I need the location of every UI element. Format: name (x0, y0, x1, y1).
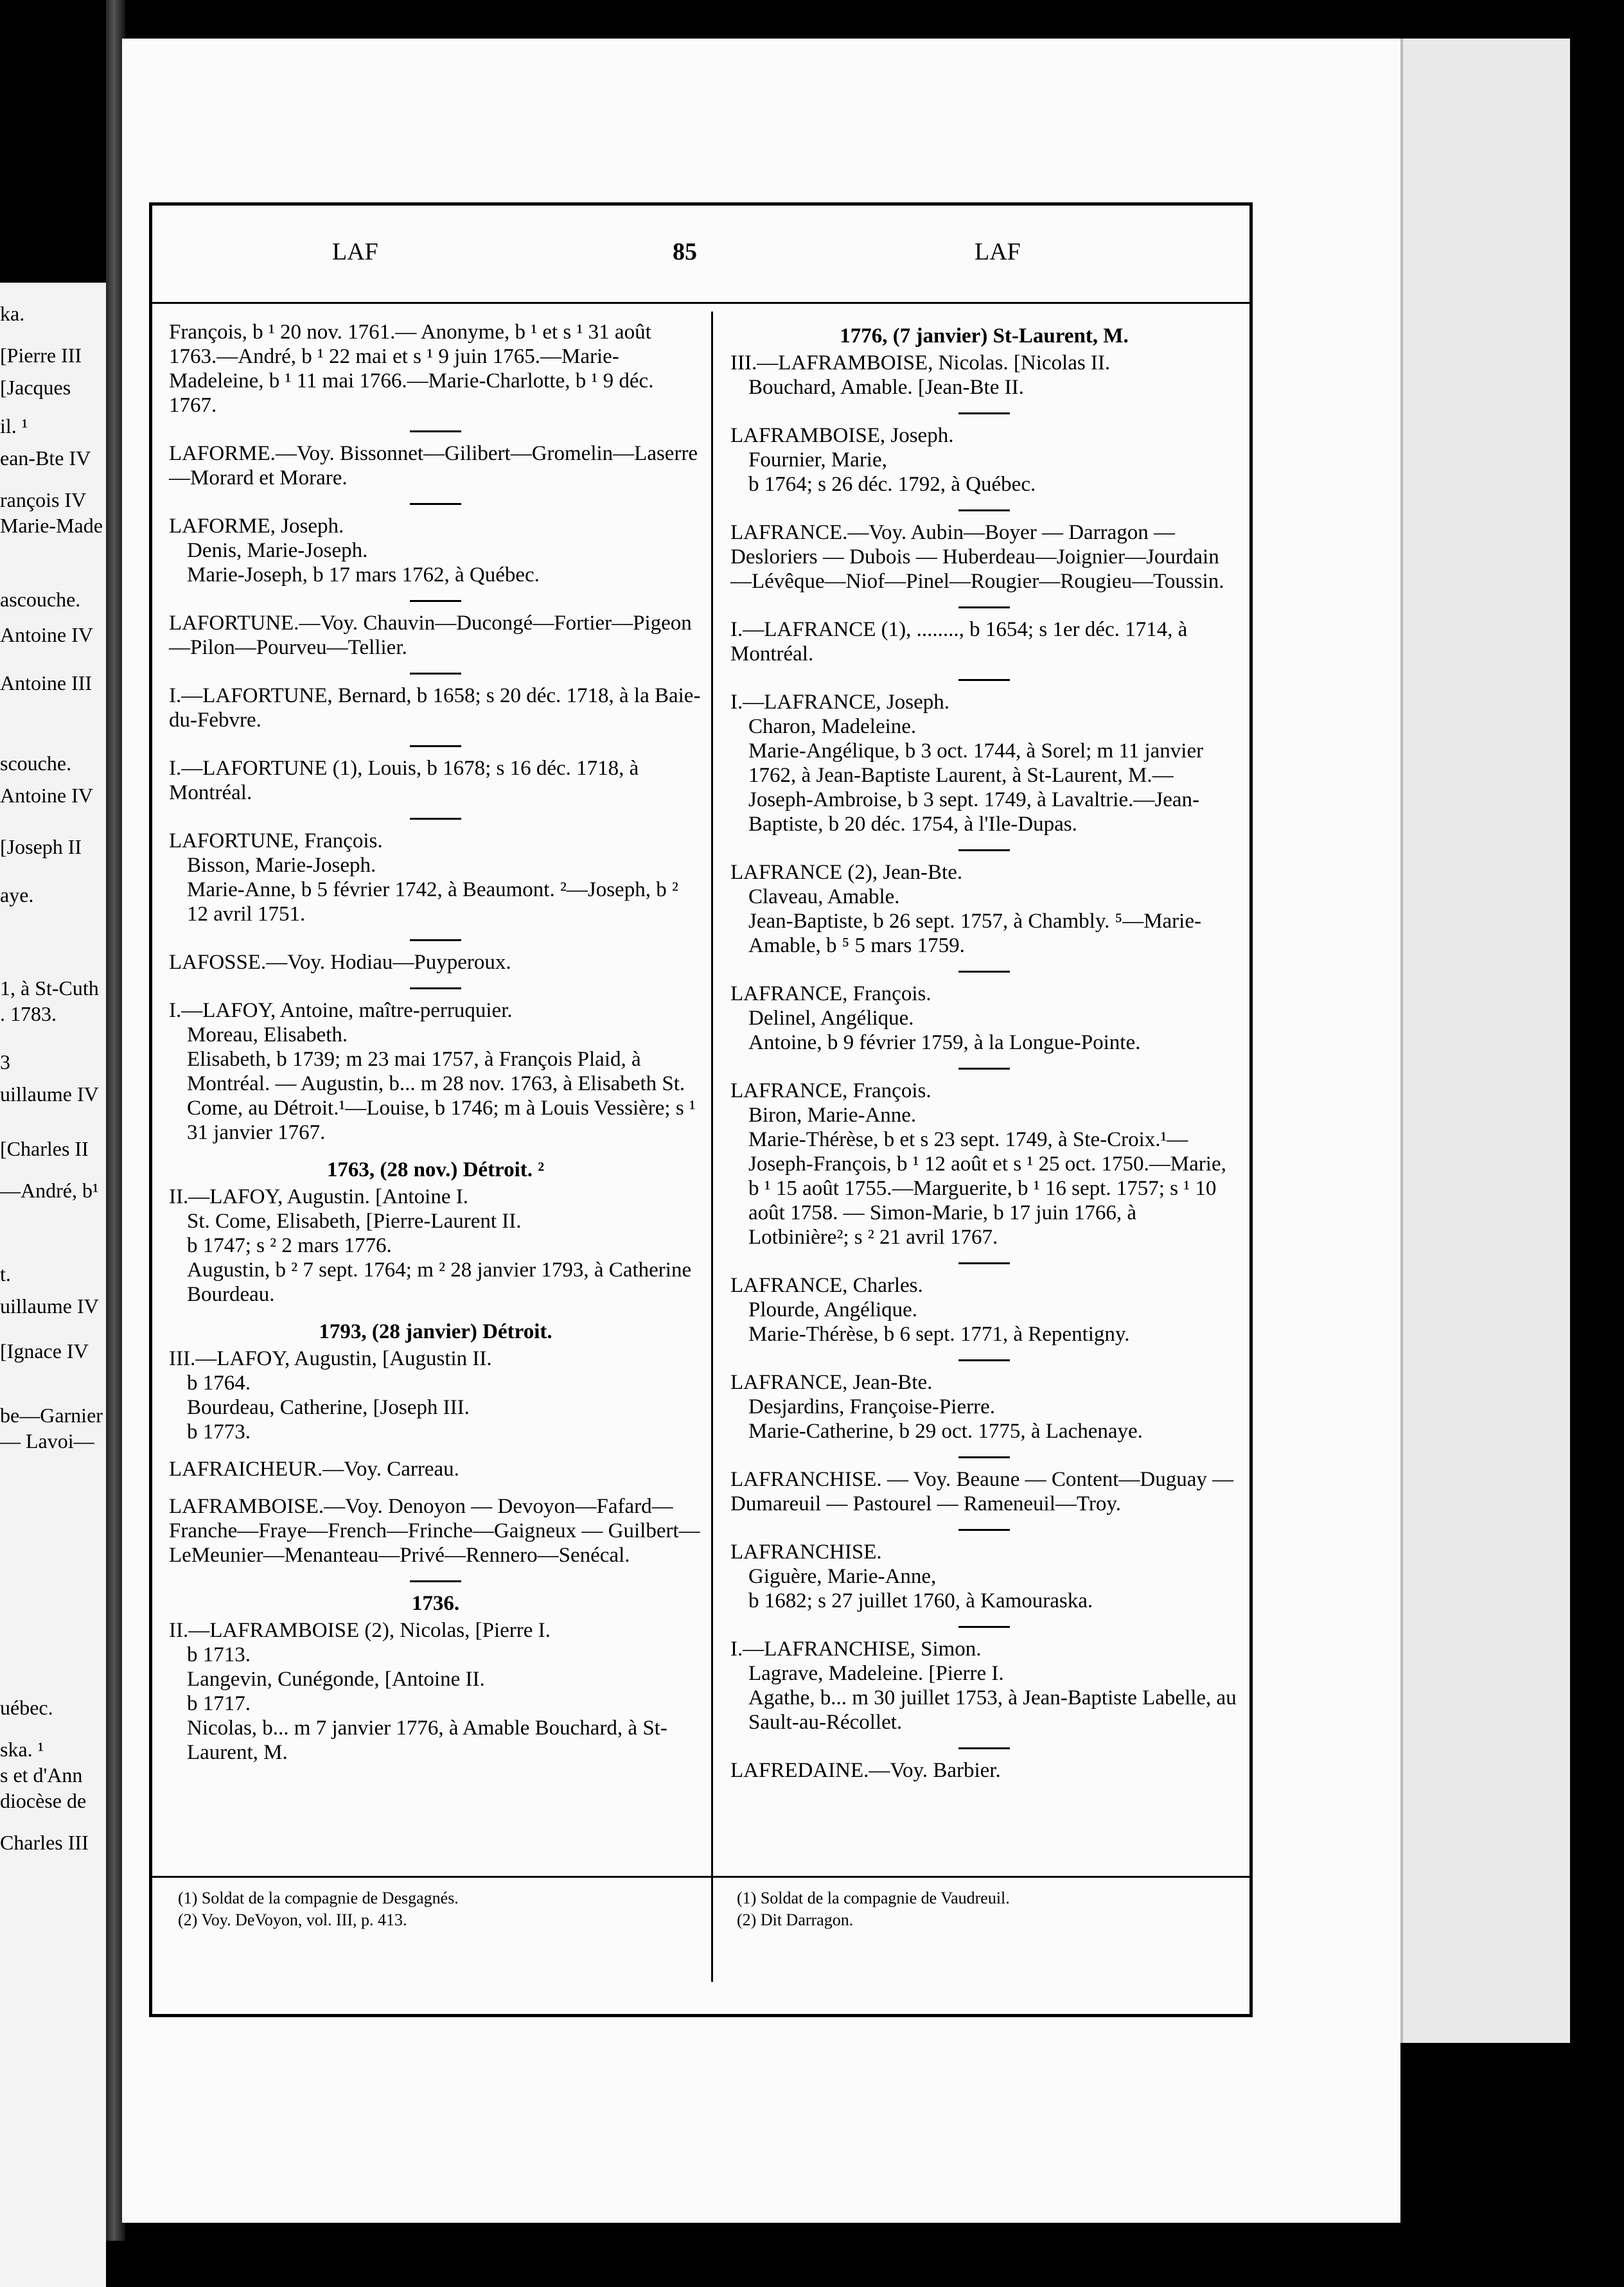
entry-children: Agathe, b... m 30 juillet 1753, à Jean-Baptiste Labelle, au Sault-au-Récollet. (748, 1686, 1237, 1734)
entry-children: Elisabeth, b 1739; m 23 mai 1757, à François Plaid, à Montréal. — Augustin, b... m 28 nov. 1763, à Elisabeth St. Come, au Détroit.¹—Louise, b 1746; m à Louis Vessière; s ¹ 31 janvier 1767. (187, 1048, 696, 1144)
entry-heading: III.—LAFOY, Augustin, [Augustin II. (169, 1347, 492, 1370)
entry-children: Marie-Anne, b 5 février 1742, à Beaumont. ²—Joseph, b ² 12 avril 1751. (187, 878, 678, 926)
entry-text: LAFOSSE.—Voy. Hodiau—Puyperoux. (169, 951, 511, 974)
entry-children: Jean-Baptiste, b 26 sept. 1757, à Chambly. ⁵—Marie-Amable, b ⁵ 5 mars 1759. (748, 910, 1201, 957)
separator-rule (958, 1359, 1010, 1361)
fragment: uillaume IV (0, 1294, 99, 1318)
entry-text: I.—LAFORTUNE (1), Louis, b 1678; s 16 déc. 1718, à Montréal. (169, 757, 639, 804)
adjacent-page-strip (0, 283, 106, 2287)
entry-heading: I.—LAFRANCHISE, Simon. (730, 1638, 982, 1661)
footnotes-left (178, 1887, 705, 1931)
footnote-rule (152, 1876, 1249, 1878)
separator-rule (410, 818, 461, 820)
entry-detail: b 1747; s ² 2 mars 1776. (187, 1234, 392, 1257)
marriage-date-heading: 1736. (411, 1592, 460, 1615)
fragment: Antoine III (0, 671, 93, 694)
entry-spouse: Delinel, Angélique. (748, 1007, 914, 1030)
entry-spouse: Moreau, Elisabeth. (187, 1023, 348, 1046)
entry-spouse: Charon, Madeleine. (748, 715, 917, 738)
entry-spouse: Denis, Marie-Joseph. (187, 539, 368, 562)
footnotes-right (737, 1887, 1244, 1931)
fragment: Antoine IV (0, 623, 93, 646)
entry-text: François, b ¹ 20 nov. 1761.— Anonyme, b ¹ et s ¹ 31 août 1763.—André, b ¹ 22 mai et s ¹ 9 juin 1765.—Marie-Madeleine, b ¹ 11 mai 1766.—Marie-Charlotte, b ¹ 9 déc. 1767. (169, 321, 654, 417)
fragment: [Jacques (0, 376, 71, 399)
entry-text: LAFORTUNE.—Voy. Chauvin—Ducongé—Fortier—Pigeon—Pilon—Pourveu—Tellier. (169, 612, 692, 659)
entry-text: LAFRANCHISE. — Voy. Beaune — Content—Duguay — Dumareuil — Pastourel — Rameneuil—Troy. (730, 1468, 1234, 1515)
entry-text: I.—LAFRANCE (1), ........, b 1654; s 1er déc. 1714, à Montréal. (730, 618, 1188, 666)
fragment: aye. (0, 883, 34, 906)
entry-heading: III.—LAFRAMBOISE, Nicolas. [Nicolas II. (730, 351, 1111, 375)
entry-heading: LAFRANCE (2), Jean-Bte. (730, 861, 963, 884)
footnote: (1) Soldat de la compagnie de Desgagnés. (178, 1889, 459, 1907)
entry-heading: II.—LAFRAMBOISE (2), Nicolas, [Pierre I. (169, 1619, 551, 1642)
entry-spouse: Langevin, Cunégonde, [Antoine II. (187, 1668, 485, 1691)
entry-children: Marie-Thérèse, b et s 23 sept. 1749, à Ste-Croix.¹—Joseph-François, b ¹ 12 août et s ¹ 25 oct. 1750.—Marie, b ¹ 15 août 1755.—Marguerite, b ¹ 16 sept. 1757; s ¹ 10 août 1758. — Simon-Marie, b 17 juin 1766, à Lotbinière²; s ² 21 avril 1767. (748, 1128, 1226, 1249)
entry-heading: I.—LAFRANCE, Joseph. (730, 691, 950, 714)
fragment: ean-Bte IV (0, 446, 91, 470)
footnote: (1) Soldat de la compagnie de Vaudreuil. (737, 1889, 1010, 1907)
separator-rule (410, 745, 461, 747)
entry-spouse: Fournier, Marie, (748, 448, 887, 472)
entry-spouse: Lagrave, Madeleine. [Pierre I. (748, 1662, 1004, 1685)
separator-rule (410, 1580, 461, 1582)
entry-text: LAFREDAINE.—Voy. Barbier. (730, 1759, 1001, 1782)
fragment: [Charles II (0, 1137, 89, 1160)
footnote: (2) Voy. DeVoyon, vol. III, p. 413. (178, 1911, 407, 1929)
book-page (122, 39, 1400, 2223)
separator-rule (410, 430, 461, 432)
header-right: LAF (975, 238, 1021, 265)
entry-children: Marie-Thérèse, b 6 sept. 1771, à Repentigny. (748, 1323, 1130, 1346)
entry-children: Antoine, b 9 février 1759, à la Longue-Pointe. (748, 1031, 1141, 1054)
entry-children: Nicolas, b... m 7 janvier 1776, à Amable Bouchard, à St-Laurent, M. (187, 1717, 667, 1764)
entry-heading: LAFORTUNE, François. (169, 829, 383, 852)
fragment: [Joseph II (0, 835, 82, 858)
fragment: be—Garnier (0, 1404, 103, 1427)
entry-text: LAFRAICHEUR.—Voy. Carreau. (169, 1458, 459, 1481)
fragment: ascouche. (0, 588, 81, 611)
fragment: uébec. (0, 1696, 53, 1719)
entry-detail: b 1764; s 26 déc. 1792, à Québec. (748, 473, 1036, 496)
separator-rule (410, 503, 461, 505)
entry-children: Marie-Joseph, b 17 mars 1762, à Québec. (187, 563, 540, 587)
fragment: [Pierre III (0, 344, 82, 367)
entry-text: LAFORME.—Voy. Bissonnet—Gilibert—Gromelin—Laserre—Morard et Morare. (169, 442, 698, 490)
page-frame (149, 202, 1253, 2017)
entry-children: Augustin, b ² 7 sept. 1764; m ² 28 janvier 1793, à Catherine Bourdeau. (187, 1258, 692, 1306)
fragment: [Ignace IV (0, 1339, 89, 1363)
entry-spouse: Claveau, Amable. (748, 885, 900, 908)
fragment: Marie-Made (0, 514, 103, 537)
fragment: —André, b¹ (0, 1179, 99, 1202)
entry-text: LAFRAMBOISE.—Voy. Denoyon — Devoyon—Fafard—Franche—Fraye—French—Frinche—Gaigneux — Guilbert—LeMeunier—Menanteau—Privé—Rennero—Senécal. (169, 1495, 700, 1567)
separator-rule (410, 600, 461, 602)
fragment: Antoine IV (0, 784, 93, 807)
entry-spouse: Bourdeau, Catherine, [Joseph III. (187, 1396, 470, 1419)
separator-rule (410, 673, 461, 675)
separator-rule (958, 1456, 1010, 1458)
entry-spouse: Plourde, Angélique. (748, 1298, 918, 1321)
fragment: . 1783. (0, 1002, 57, 1025)
entry-detail: b 1773. (187, 1420, 251, 1444)
entry-spouse: Bouchard, Amable. [Jean-Bte II. (748, 376, 1024, 399)
separator-rule (410, 939, 461, 941)
page-number: 85 (673, 238, 697, 265)
fragment: s et d'Ann (0, 1763, 83, 1787)
separator-rule (958, 849, 1010, 851)
running-header (152, 206, 1249, 304)
fragment: ka. (0, 302, 25, 325)
separator-rule (958, 679, 1010, 681)
entry-spouse: Giguère, Marie-Anne, (748, 1565, 937, 1588)
entry-heading: LAFRANCHISE. (730, 1541, 882, 1564)
entry-spouse: Biron, Marie-Anne. (748, 1104, 917, 1127)
fragment: 3 (0, 1050, 10, 1073)
marriage-date-heading: 1763, (28 nov.) Détroit. ² (326, 1158, 545, 1181)
separator-rule (958, 971, 1010, 973)
fragment: ska. ¹ (0, 1738, 44, 1761)
entry-spouse: St. Come, Elisabeth, [Pierre-Laurent II. (187, 1210, 522, 1233)
separator-rule (958, 412, 1010, 414)
separator-rule (958, 1529, 1010, 1531)
entry-text: I.—LAFORTUNE, Bernard, b 1658; s 20 déc. 1718, à la Baie-du-Febvre. (169, 684, 701, 732)
entry-detail: b 1764. (187, 1372, 251, 1395)
fragment: t. (0, 1262, 11, 1285)
entry-heading: LAFRANCE, Jean-Bte. (730, 1371, 933, 1394)
marriage-date-heading: 1793, (28 janvier) Détroit. (319, 1320, 552, 1343)
footnote: (2) Dit Darragon. (737, 1911, 854, 1929)
entry-children: Marie-Catherine, b 29 oct. 1775, à Lachenaye. (748, 1420, 1143, 1443)
fragment: 1, à St-Cuth (0, 976, 99, 1000)
separator-rule (958, 1262, 1010, 1264)
column-divider (711, 312, 713, 1982)
fragment: uillaume IV (0, 1082, 99, 1106)
fragment: scouche. (0, 752, 72, 775)
entry-heading: I.—LAFOY, Antoine, maître-perruquier. (169, 999, 513, 1022)
entry-heading: LAFORME, Joseph. (169, 515, 344, 538)
fragment: il. ¹ (0, 414, 28, 437)
left-column (169, 320, 702, 1868)
entry-heading: LAFRAMBOISE, Joseph. (730, 424, 954, 447)
marriage-date-heading: 1776, (7 janvier) St-Laurent, M. (840, 324, 1129, 348)
fragment: diocèse de (0, 1789, 87, 1812)
separator-rule (958, 1747, 1010, 1749)
separator-rule (958, 1068, 1010, 1070)
fragment: — Lavoi— (0, 1429, 94, 1453)
entry-detail: b 1682; s 27 juillet 1760, à Kamouraska. (748, 1589, 1093, 1612)
entry-heading: LAFRANCE, François. (730, 1079, 931, 1102)
entry-heading: LAFRANCE, Charles. (730, 1274, 923, 1297)
separator-rule (958, 1626, 1010, 1628)
separator-rule (958, 509, 1010, 511)
right-column (730, 320, 1238, 1868)
entry-spouse: Desjardins, Françoise-Pierre. (748, 1395, 995, 1418)
entry-spouse: Bisson, Marie-Joseph. (187, 854, 376, 877)
entry-text: LAFRANCE.—Voy. Aubin—Boyer — Darragon —Desloriers — Dubois — Huberdeau—Joignier—Jourdain—Lévêque—Niof—Pinel—Rougier—Rougieu—Toussin. (730, 521, 1224, 593)
separator-rule (958, 606, 1010, 608)
separator-rule (410, 987, 461, 989)
header-left: LAF (332, 238, 378, 265)
entry-children: Marie-Angélique, b 3 oct. 1744, à Sorel; m 11 janvier 1762, à Jean-Baptiste Laurent, à St-Laurent, M.—Joseph-Ambroise, b 3 sept. 1749, à Lavaltrie.—Jean-Baptiste, b 20 déc. 1754, à l'Ile-Dupas. (748, 739, 1204, 836)
entry-heading: II.—LAFOY, Augustin. [Antoine I. (169, 1185, 468, 1208)
entry-detail: b 1717. (187, 1692, 251, 1715)
entry-heading: LAFRANCE, François. (730, 982, 931, 1005)
page-edge (1400, 39, 1570, 2043)
fragment: Charles III (0, 1831, 89, 1854)
entry-detail: b 1713. (187, 1643, 251, 1666)
fragment: rançois IV (0, 488, 87, 511)
